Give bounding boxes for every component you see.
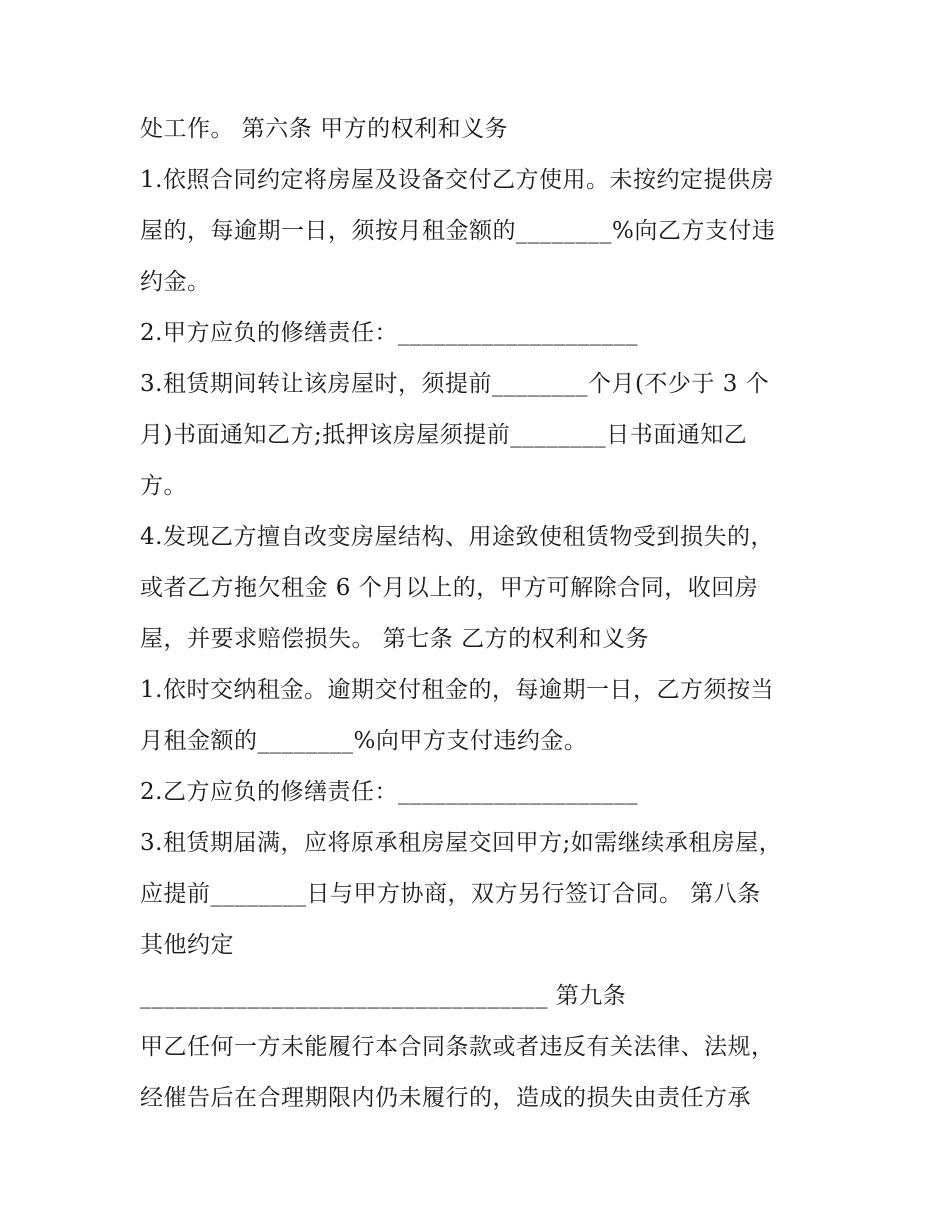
text-line: 月租金额的________%向甲方支付违约金。 — [140, 728, 588, 754]
text-line: 屋，并要求赔偿损失。 第七条 乙方的权利和义务 — [140, 626, 650, 652]
text-line: 2.甲方应负的修缮责任：____________________ — [140, 320, 638, 346]
text-line: 经催告后在合理期限内仍未履行的，造成的损失由责任方承 — [140, 1085, 751, 1111]
text-line: 应提前________日与甲方协商，双方另行签订合同。 第八条 — [140, 881, 761, 907]
text-line: 屋的，每逾期一日，须按月租金额的________%向乙方支付违 — [140, 218, 776, 244]
text-line: 处工作。 第六条 甲方的权利和义务 — [140, 116, 509, 142]
text-line: 3.租赁期间转让该房屋时，须提前________个月(不少于 3 个 — [140, 371, 770, 397]
text-line: 3.租赁期届满，应将原承租房屋交回甲方;如需继续承租房屋， — [140, 830, 783, 856]
text-line: 2.乙方应负的修缮责任：____________________ — [140, 779, 638, 805]
text-line: 甲乙任何一方未能履行本合同条款或者违反有关法律、法规， — [140, 1034, 775, 1060]
text-line: 1.依时交纳租金。逾期交付租金的，每逾期一日，乙方须按当 — [140, 677, 774, 703]
text-line: 方。 — [140, 473, 187, 499]
text-line: 约金。 — [140, 269, 211, 295]
text-line: 其他约定 — [140, 932, 234, 958]
text-line: 1.依照合同约定将房屋及设备交付乙方使用。未按约定提供房 — [140, 167, 774, 193]
text-line: 月)书面通知乙方;抵押该房屋须提前________日书面通知乙 — [140, 422, 748, 448]
text-line: 4.发现乙方擅自改变房屋结构、用途致使租赁物受到损失的， — [140, 524, 774, 550]
text-line: __________________________________ 第九条 — [140, 983, 627, 1009]
text-line: 或者乙方拖欠租金 6 个月以上的，甲方可解除合同，收回房 — [140, 575, 759, 601]
